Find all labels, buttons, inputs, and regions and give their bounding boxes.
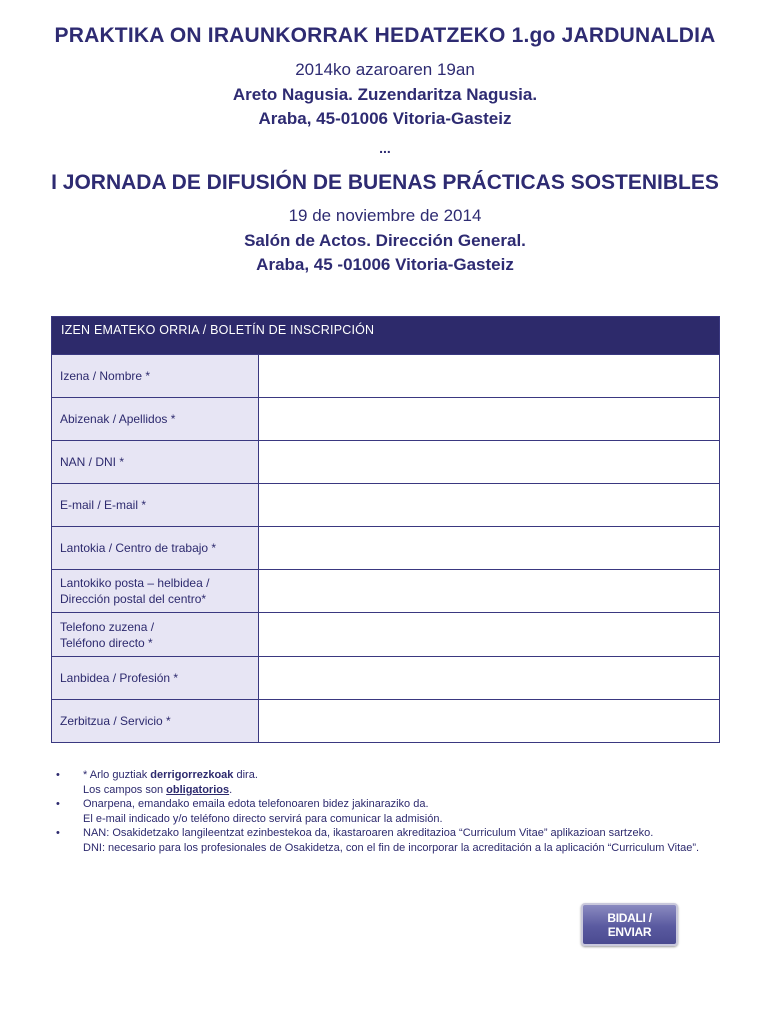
dni-field[interactable]	[259, 441, 719, 483]
form-row-service	[52, 699, 719, 742]
address-spanish: Araba, 45 -01006 Vitoria-Gasteiz	[256, 255, 514, 274]
address-basque: Araba, 45-01006 Vitoria-Gasteiz	[258, 109, 512, 128]
note-text: Los campos son	[83, 783, 167, 796]
field-label	[52, 570, 259, 612]
profession-field[interactable]	[259, 657, 719, 699]
separator: ...	[379, 140, 391, 156]
workplace-field[interactable]	[259, 527, 719, 569]
note-text: * Arlo guztiak	[83, 769, 151, 781]
note-text: .	[229, 783, 233, 796]
bullet: •	[56, 769, 60, 781]
notes-list	[56, 768, 734, 856]
field-label-line: Telefono zuzena /	[60, 619, 155, 634]
note-text: NAN: Osakidetzako langileentzat ezinbestekoa da, ikastaroaren akreditazioa “Curriculum Vitae” aplikazioan sartzeko.	[83, 827, 654, 840]
bullet: •	[56, 827, 60, 840]
note-admission	[56, 797, 734, 826]
note-text: Onarpena, emandako emaila edota telefonoaren bidez jakinaraziko da.	[83, 798, 429, 811]
form-row-phone	[52, 612, 719, 656]
field-label-line: Teléfono directo *	[60, 635, 153, 650]
form-row-dni	[52, 440, 719, 483]
form-row-surname	[52, 397, 719, 440]
form-heading: IZEN EMATEKO ORRIA / BOLETÍN DE INSCRIPCIÓN	[52, 317, 719, 354]
note-dni	[56, 826, 734, 855]
email-field[interactable]	[259, 484, 719, 526]
form-row-profession	[52, 656, 719, 699]
field-label-line: Dirección postal del centro*	[60, 592, 207, 606]
submit-button[interactable]: BIDALI / ENVIAR	[581, 903, 678, 946]
note-text: DNI: necesario para los profesionales de Osakidetza, con el fin de incorporar la acreditación a la aplicación “Curriculum Vitae”.	[83, 841, 700, 854]
note-required	[56, 768, 734, 797]
date-basque: 2014ko azaroaren 19an	[295, 60, 475, 79]
note-emphasis: obligatorios	[166, 783, 230, 796]
form-row-email	[52, 483, 719, 526]
note-text: dira.	[233, 769, 258, 781]
field-label: Lanbidea / Profesión *	[52, 657, 259, 699]
name-field[interactable]	[259, 355, 719, 397]
note-emphasis: derrigorrezkoak	[150, 769, 234, 781]
field-label: NAN / DNI *	[52, 441, 259, 483]
form-row-workplace	[52, 526, 719, 569]
title-basque: PRAKTIKA ON IRAUNKORRAK HEDATZEKO 1.go JARDUNALDIA	[54, 24, 716, 47]
form-row-name	[52, 354, 719, 397]
note-text: El e-mail indicado y/o teléfono directo servirá para comunicar la admisión.	[83, 812, 443, 825]
field-label: Zerbitzua / Servicio *	[52, 700, 259, 742]
field-label	[52, 613, 259, 656]
field-label-line: Lantokiko posta – helbidea /	[60, 576, 210, 590]
date-spanish: 19 de noviembre de 2014	[288, 206, 482, 225]
registration-form	[51, 316, 720, 743]
surname-field[interactable]	[259, 398, 719, 440]
venue-spanish: Salón de Actos. Dirección General.	[244, 231, 526, 250]
field-label: Izena / Nombre *	[52, 355, 259, 397]
field-label: E-mail / E-mail *	[52, 484, 259, 526]
form-row-postal-address	[52, 569, 719, 612]
venue-basque: Areto Nagusia. Zuzendaritza Nagusia.	[232, 85, 538, 104]
title-spanish: I JORNADA DE DIFUSIÓN DE BUENAS PRÁCTICAS SOSTENIBLES	[51, 171, 719, 194]
field-label: Lantokia / Centro de trabajo *	[52, 527, 259, 569]
service-field[interactable]	[259, 700, 719, 742]
phone-field[interactable]	[259, 613, 719, 656]
postal-address-field[interactable]	[259, 570, 719, 612]
bullet: •	[56, 798, 60, 811]
field-label: Abizenak / Apellidos *	[52, 398, 259, 440]
